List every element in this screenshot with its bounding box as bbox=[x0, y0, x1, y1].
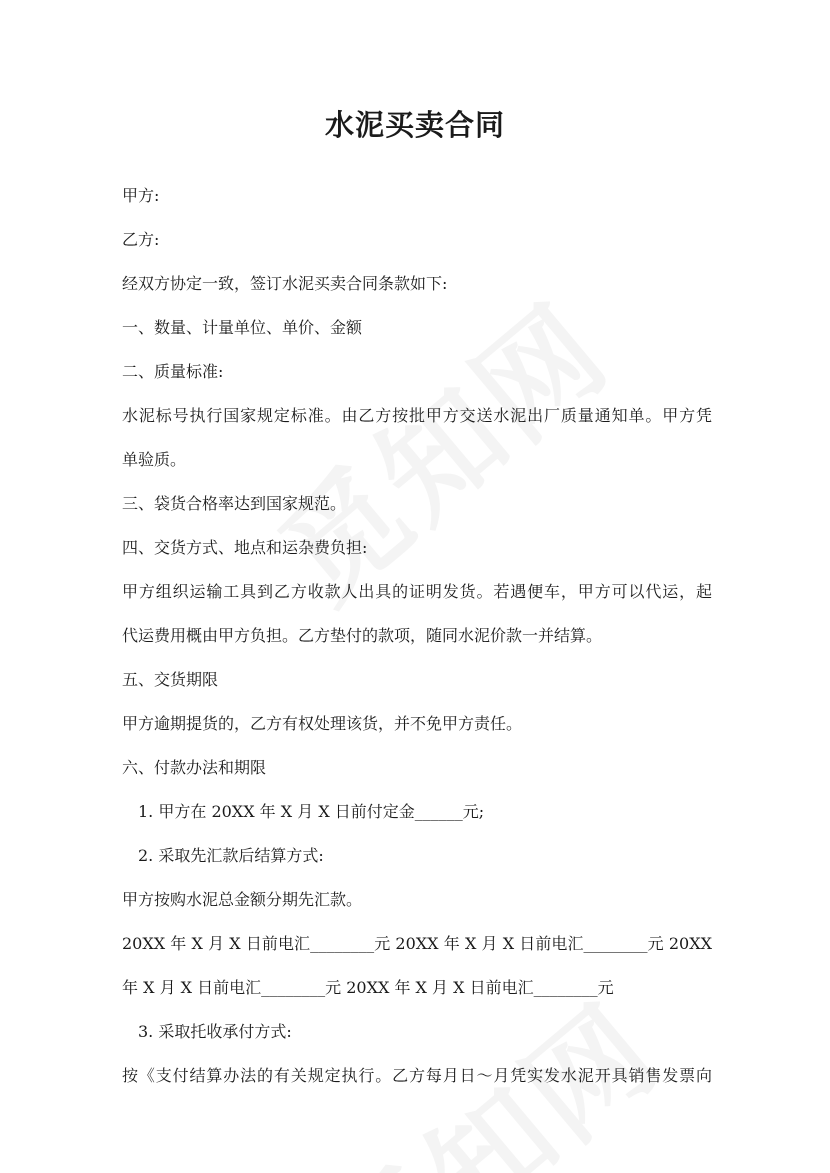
section-heading: 一、数量、计量单位、单价、金额 bbox=[122, 318, 363, 337]
list-item: 2. 采取先汇款后结算方式: bbox=[138, 846, 324, 865]
section-heading: 四、交货方式、地点和运杂费负担: bbox=[122, 538, 368, 557]
list-item: 3. 采取托收承付方式: bbox=[138, 1022, 292, 1041]
paragraph-line: 按《支付结算办法的有关规定执行。乙方每月日～月凭实发水泥开具销售发票向 bbox=[122, 1066, 712, 1085]
paragraph-line: 甲方逾期提货的，乙方有权处理该货，并不免甲方责任。 bbox=[122, 714, 523, 733]
section-heading: 三、袋货合格率达到国家规范。 bbox=[122, 494, 347, 513]
section-heading: 六、付款办法和期限 bbox=[122, 758, 267, 777]
paragraph-line: 年 X 月 X 日前电汇________元 20XX 年 X 月 X 日前电汇________元 bbox=[122, 978, 614, 997]
intro-paragraph: 经双方协定一致，签订水泥买卖合同条款如下: bbox=[122, 274, 448, 293]
paragraph-line: 20XX 年 X 月 X 日前电汇________元 20XX 年 X 月 X 日前电汇________元 20XX bbox=[122, 934, 712, 953]
paragraph-line: 单验质。 bbox=[122, 450, 187, 469]
paragraph-line: 甲方组织运输工具到乙方收款人出具的证明发货。若遇便车，甲方可以代运，起 bbox=[122, 582, 712, 601]
document-title: 水泥买卖合同 bbox=[324, 108, 505, 142]
section-heading: 五、交货期限 bbox=[122, 670, 219, 689]
list-item: 1. 甲方在 20XX 年 X 月 X 日前付定金______元; bbox=[138, 802, 485, 821]
party-a-line: 甲方: bbox=[122, 186, 160, 205]
paragraph-line: 代运费用概由甲方负担。乙方垫付的款项，随同水泥价款一并结算。 bbox=[122, 626, 603, 645]
party-b-line: 乙方: bbox=[122, 230, 160, 249]
paragraph-line: 水泥标号执行国家规定标准。由乙方按批甲方交送水泥出厂质量通知单。甲方凭 bbox=[122, 406, 712, 425]
paragraph-line: 甲方按购水泥总金额分期先汇款。 bbox=[122, 890, 363, 909]
section-heading: 二、质量标准: bbox=[122, 362, 224, 381]
watermark bbox=[239, 259, 639, 634]
